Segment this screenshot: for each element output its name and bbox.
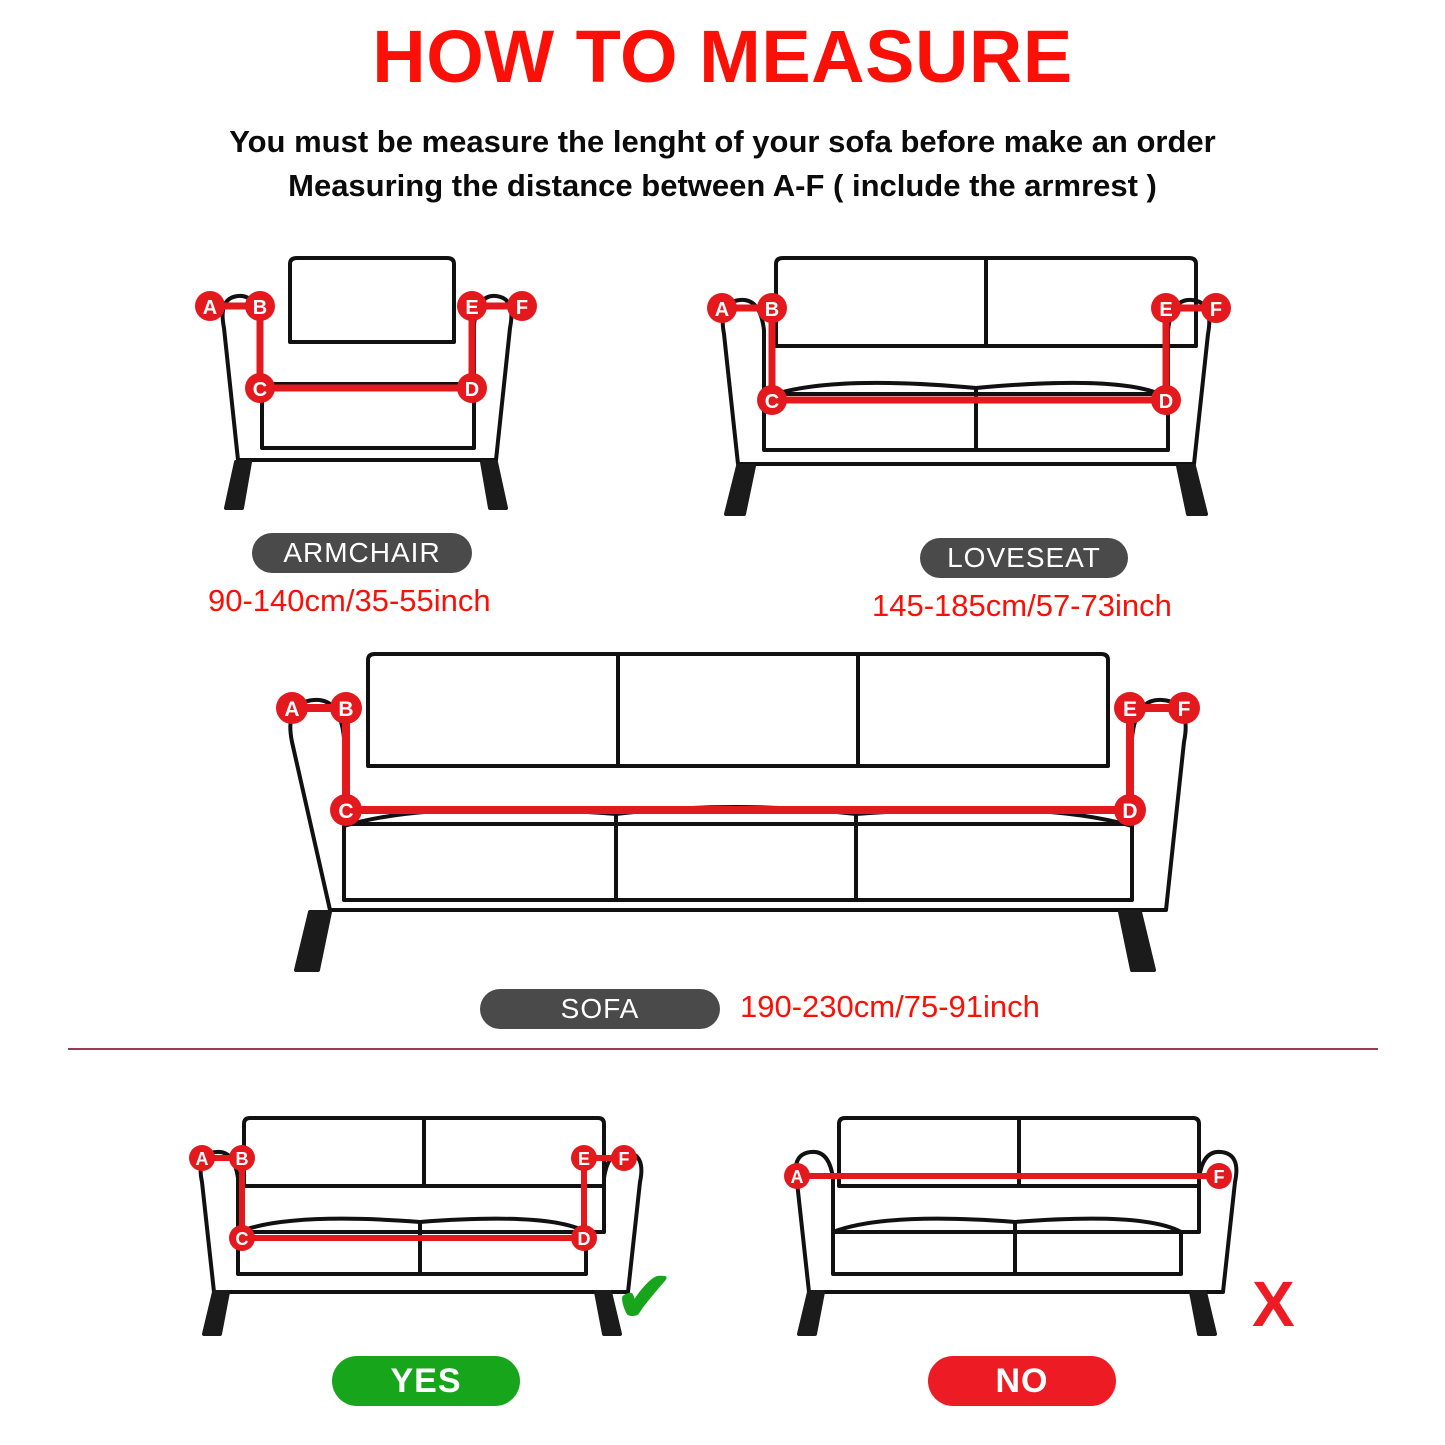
loveseat-figure (700, 238, 1280, 538)
sofa-backrest-right (858, 654, 1108, 766)
svg-text:A: A (714, 299, 730, 321)
svg-text:F: F (618, 1149, 630, 1169)
sofa-diagram (268, 630, 1208, 990)
svg-text:A: A (790, 1167, 804, 1187)
svg-text:F: F (1177, 698, 1191, 721)
check-mark-icon: ✔ (615, 1258, 674, 1336)
svg-text:C: C (764, 391, 780, 413)
loveseat-body (723, 300, 1210, 464)
svg-text:E: E (577, 1149, 591, 1169)
svg-text:E: E (1159, 299, 1173, 321)
svg-text:A: A (202, 297, 218, 319)
loveseat-caption-pill: LOVESEAT (920, 538, 1128, 578)
incorrect-seat-right (1015, 1219, 1181, 1274)
svg-text:D: D (1122, 800, 1138, 823)
subtitle-line-2: Measuring the distance between A-F ( include the armrest ) (288, 168, 1157, 204)
incorrect-seat-left (833, 1219, 1015, 1274)
svg-text:F: F (1209, 299, 1223, 321)
sofa-dimension: 190-230cm/75-91inch (740, 989, 1040, 1024)
sofa-body (290, 700, 1185, 910)
svg-text:C: C (338, 800, 354, 823)
incorrect-figure (775, 1100, 1275, 1340)
subtitle-line-1: You must be measure the lenght of your sofa before make an order (229, 124, 1216, 159)
section-divider (68, 1048, 1378, 1050)
svg-text:F: F (1213, 1167, 1225, 1187)
svg-text:D: D (464, 379, 480, 401)
correct-backrest-left (244, 1118, 424, 1186)
svg-text:E: E (465, 297, 479, 319)
loveseat-leg-right (1178, 466, 1206, 514)
loveseat-dimension: 145-185cm/57-73inch (872, 588, 1172, 623)
correct-seat-left (235, 1219, 420, 1274)
armchair-backrest (290, 258, 454, 342)
armchair-caption-pill: ARMCHAIR (252, 533, 472, 573)
sofa-leg-right (1120, 912, 1154, 970)
sofa-measure-lines (292, 708, 1184, 810)
svg-text:C: C (235, 1229, 249, 1249)
sofa-figure (268, 630, 1208, 990)
loveseat-backrest-left (776, 258, 986, 346)
svg-text:D: D (577, 1229, 591, 1249)
incorrect-example-diagram (775, 1100, 1275, 1340)
svg-text:B: B (252, 297, 268, 319)
svg-text:B: B (764, 299, 780, 321)
svg-text:C: C (252, 379, 268, 401)
svg-text:A: A (284, 698, 300, 721)
loveseat-diagram (700, 238, 1280, 538)
armchair-dimension: 90-140cm/35-55inch (208, 583, 491, 618)
svg-text:D: D (1158, 391, 1174, 413)
sofa-seat-center (616, 807, 856, 900)
incorrect-leg-right (1191, 1292, 1215, 1334)
svg-text:B: B (338, 698, 354, 721)
sofa-backrest-left (368, 654, 618, 766)
correct-figure (180, 1100, 680, 1340)
correct-leg-left (204, 1292, 228, 1334)
armchair-seat-cushion (262, 386, 474, 448)
correct-caption-pill: YES (332, 1356, 520, 1406)
sofa-backrest-center (618, 654, 858, 766)
incorrect-leg-left (799, 1292, 823, 1334)
armchair-figure (180, 236, 560, 536)
svg-text:E: E (1122, 698, 1138, 721)
page-subtitle (0, 120, 1445, 208)
svg-text:A: A (195, 1149, 209, 1169)
correct-example-diagram (180, 1100, 680, 1340)
armchair-leg-left (226, 462, 250, 508)
svg-text:B: B (235, 1149, 249, 1169)
armchair-diagram (180, 236, 560, 536)
cross-mark-icon: X (1252, 1268, 1295, 1340)
correct-seat-right (420, 1219, 586, 1274)
sofa-leg-left (296, 912, 330, 970)
loveseat-leg-left (726, 466, 754, 514)
svg-text:F: F (515, 297, 529, 319)
page-title: HOW TO MEASURE (372, 15, 1073, 98)
sofa-caption-pill: SOFA (480, 989, 720, 1029)
armchair-leg-right (482, 462, 506, 508)
incorrect-caption-pill: NO (928, 1356, 1116, 1406)
